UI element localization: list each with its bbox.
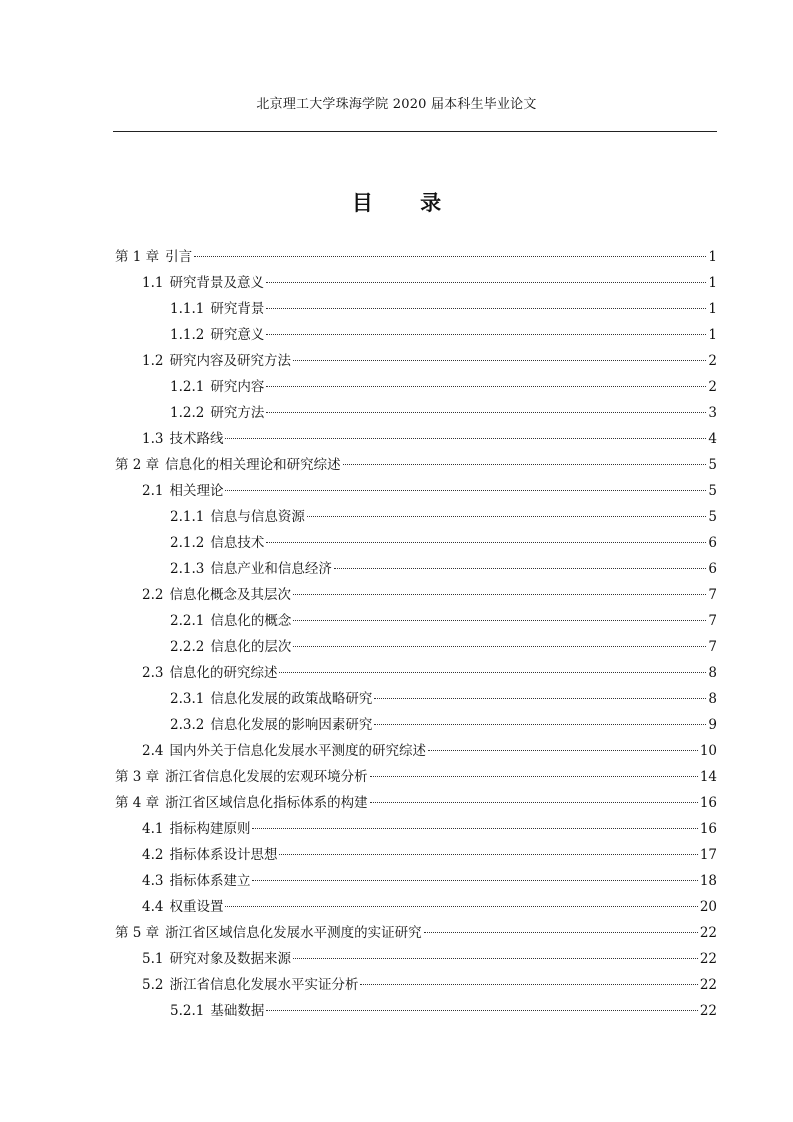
table-of-contents xyxy=(115,244,717,1024)
toc-dot-leader xyxy=(266,542,706,543)
toc-entry[interactable] xyxy=(115,842,717,868)
toc-entry-page: 5 xyxy=(708,483,717,499)
toc-entry-number: 2.2.1 xyxy=(170,613,205,629)
toc-entry[interactable] xyxy=(115,764,717,790)
toc-entry-title: 信息化的概念 xyxy=(210,613,292,629)
toc-entry-page: 1 xyxy=(708,249,717,265)
toc-entry-number: 4.3 xyxy=(142,873,164,889)
toc-entry-number: 第 2 章 xyxy=(115,457,160,473)
toc-dot-leader xyxy=(428,750,698,751)
toc-entry-number: 5.2 xyxy=(142,977,164,993)
toc-entry-number: 2.3.2 xyxy=(170,717,205,733)
toc-dot-leader xyxy=(293,646,706,647)
toc-entry[interactable] xyxy=(115,400,717,426)
toc-entry-title: 相关理论 xyxy=(169,483,224,499)
toc-dot-leader xyxy=(225,906,697,907)
toc-entry-title: 研究背景 xyxy=(210,301,265,317)
toc-entry-number: 第 3 章 xyxy=(115,769,160,785)
toc-entry[interactable] xyxy=(115,296,717,322)
toc-entry-page: 1 xyxy=(708,301,717,317)
toc-entry-number: 2.1 xyxy=(142,483,164,499)
toc-entry-page: 2 xyxy=(708,379,717,395)
toc-entry[interactable] xyxy=(115,634,717,660)
toc-dot-leader xyxy=(343,464,707,465)
toc-dot-leader xyxy=(374,724,706,725)
toc-entry-title: 浙江省信息化发展的宏观环境分析 xyxy=(165,769,368,785)
toc-dot-leader xyxy=(360,984,697,985)
toc-entry[interactable] xyxy=(115,660,717,686)
toc-dot-leader xyxy=(194,256,706,257)
toc-entry-number: 第 4 章 xyxy=(115,795,160,811)
toc-entry-page: 18 xyxy=(699,873,717,889)
toc-dot-leader xyxy=(293,958,698,959)
toc-entry-page: 6 xyxy=(708,561,717,577)
toc-entry[interactable] xyxy=(115,712,717,738)
toc-entry-number: 第 1 章 xyxy=(115,249,160,265)
toc-entry-title: 信息技术 xyxy=(210,535,265,551)
toc-entry-page: 2 xyxy=(708,353,717,369)
toc-entry-page: 4 xyxy=(708,431,717,447)
toc-dot-leader xyxy=(252,880,697,881)
toc-dot-leader xyxy=(374,698,706,699)
toc-entry-page: 7 xyxy=(708,639,717,655)
toc-entry-number: 1.2 xyxy=(142,353,164,369)
toc-entry-title: 研究内容及研究方法 xyxy=(169,353,291,369)
toc-entry-title: 信息化发展的影响因素研究 xyxy=(210,717,373,733)
toc-entry-number: 4.1 xyxy=(142,821,164,837)
toc-entry-number: 4.2 xyxy=(142,847,164,863)
toc-entry[interactable] xyxy=(115,322,717,348)
toc-dot-leader xyxy=(266,386,706,387)
toc-entry-title: 信息产业和信息经济 xyxy=(210,561,332,577)
toc-entry-page: 7 xyxy=(708,613,717,629)
toc-entry-number: 2.3 xyxy=(142,665,164,681)
toc-entry-page: 14 xyxy=(699,769,717,785)
toc-entry-title: 信息化发展的政策战略研究 xyxy=(210,691,373,707)
toc-entry-number: 2.2 xyxy=(142,587,164,603)
toc-entry-page: 22 xyxy=(699,977,717,993)
toc-entry-page: 16 xyxy=(699,821,717,837)
toc-dot-leader xyxy=(266,1010,697,1011)
toc-entry-page: 22 xyxy=(699,1003,717,1019)
toc-entry-number: 5.2.1 xyxy=(170,1003,205,1019)
toc-entry-title: 信息与信息资源 xyxy=(210,509,305,525)
toc-entry-title: 国内外关于信息化发展水平测度的研究综述 xyxy=(169,743,426,759)
toc-entry-number: 5.1 xyxy=(142,951,164,967)
toc-entry[interactable] xyxy=(115,530,717,556)
toc-dot-leader xyxy=(370,802,698,803)
toc-entry-title: 浙江省区域信息化指标体系的构建 xyxy=(165,795,368,811)
toc-dot-leader xyxy=(225,438,706,439)
toc-entry-title: 信息化概念及其层次 xyxy=(169,587,291,603)
toc-entry-title: 浙江省区域信息化发展水平测度的实证研究 xyxy=(165,925,422,941)
toc-entry[interactable] xyxy=(115,608,717,634)
toc-dot-leader xyxy=(307,516,707,517)
toc-entry[interactable] xyxy=(115,868,717,894)
toc-entry-title: 指标体系设计思想 xyxy=(169,847,278,863)
toc-dot-leader xyxy=(252,828,697,829)
toc-entry-page: 8 xyxy=(708,665,717,681)
toc-entry-number: 2.2.2 xyxy=(170,639,205,655)
toc-dot-leader xyxy=(266,334,706,335)
toc-title: 目 录 xyxy=(351,190,462,215)
toc-entry-page: 20 xyxy=(699,899,717,915)
toc-entry[interactable] xyxy=(115,738,717,764)
toc-entry-title: 研究内容 xyxy=(210,379,265,395)
toc-entry-number: 1.1.2 xyxy=(170,327,205,343)
toc-dot-leader xyxy=(334,568,707,569)
toc-entry[interactable] xyxy=(115,556,717,582)
toc-dot-leader xyxy=(266,308,706,309)
toc-entry[interactable] xyxy=(115,686,717,712)
toc-dot-leader xyxy=(293,360,706,361)
toc-dot-leader xyxy=(266,412,706,413)
toc-entry[interactable] xyxy=(115,816,717,842)
toc-dot-leader xyxy=(279,854,697,855)
toc-dot-leader xyxy=(424,932,698,933)
toc-entry-number: 2.1.1 xyxy=(170,509,205,525)
toc-entry-title: 浙江省信息化发展水平实证分析 xyxy=(169,977,359,993)
toc-dot-leader xyxy=(370,776,698,777)
toc-entry-number: 1.3 xyxy=(142,431,164,447)
toc-entry[interactable] xyxy=(115,270,717,296)
running-header: 北京理工大学珠海学院 2020 届本科生毕业论文 xyxy=(256,97,537,112)
toc-entry-page: 16 xyxy=(699,795,717,811)
toc-entry-number: 2.1.2 xyxy=(170,535,205,551)
toc-entry[interactable] xyxy=(115,348,717,374)
toc-entry-title: 信息化的层次 xyxy=(210,639,292,655)
toc-entry-page: 9 xyxy=(708,717,717,733)
header-divider xyxy=(113,131,717,132)
toc-entry-page: 1 xyxy=(708,275,717,291)
toc-entry-number: 2.3.1 xyxy=(170,691,205,707)
toc-entry[interactable] xyxy=(115,374,717,400)
toc-entry-number: 2.4 xyxy=(142,743,164,759)
toc-entry[interactable] xyxy=(115,972,717,998)
toc-entry-number: 1.1.1 xyxy=(170,301,205,317)
toc-entry-title: 基础数据 xyxy=(210,1003,265,1019)
toc-entry-title: 信息化的相关理论和研究综述 xyxy=(165,457,341,473)
toc-entry-title: 指标构建原则 xyxy=(169,821,251,837)
toc-entry-number: 4.4 xyxy=(142,899,164,915)
toc-entry-number: 1.2.2 xyxy=(170,405,205,421)
toc-entry-page: 22 xyxy=(699,925,717,941)
toc-dot-leader xyxy=(279,672,706,673)
toc-entry-page: 3 xyxy=(708,405,717,421)
toc-entry-page: 10 xyxy=(699,743,717,759)
toc-entry[interactable] xyxy=(115,920,717,946)
toc-entry[interactable] xyxy=(115,504,717,530)
toc-entry[interactable] xyxy=(115,244,717,270)
toc-entry[interactable] xyxy=(115,452,717,478)
toc-entry-title: 研究方法 xyxy=(210,405,265,421)
toc-entry[interactable] xyxy=(115,790,717,816)
toc-entry-page: 5 xyxy=(708,509,717,525)
toc-entry-title: 指标体系建立 xyxy=(169,873,251,889)
toc-entry-title: 信息化的研究综述 xyxy=(169,665,278,681)
toc-entry-page: 17 xyxy=(699,847,717,863)
toc-entry-title: 研究对象及数据来源 xyxy=(169,951,291,967)
toc-entry-page: 22 xyxy=(699,951,717,967)
toc-entry[interactable] xyxy=(115,998,717,1024)
toc-entry[interactable] xyxy=(115,946,717,972)
toc-entry-title: 引言 xyxy=(165,249,193,265)
toc-entry-number: 1.2.1 xyxy=(170,379,205,395)
toc-entry-page: 6 xyxy=(708,535,717,551)
toc-entry-number: 2.1.3 xyxy=(170,561,205,577)
toc-entry[interactable] xyxy=(115,582,717,608)
toc-entry-title: 技术路线 xyxy=(169,431,224,447)
toc-dot-leader xyxy=(225,490,706,491)
toc-entry-title: 研究背景及意义 xyxy=(169,275,264,291)
toc-dot-leader xyxy=(293,620,706,621)
toc-entry-page: 8 xyxy=(708,691,717,707)
toc-entry-page: 5 xyxy=(708,457,717,473)
toc-entry-number: 第 5 章 xyxy=(115,925,160,941)
toc-entry-page: 1 xyxy=(708,327,717,343)
toc-entry-title: 权重设置 xyxy=(169,899,224,915)
toc-dot-leader xyxy=(293,594,706,595)
toc-entry-title: 研究意义 xyxy=(210,327,265,343)
toc-entry-page: 7 xyxy=(708,587,717,603)
toc-entry[interactable] xyxy=(115,478,717,504)
toc-dot-leader xyxy=(266,282,706,283)
toc-entry[interactable] xyxy=(115,894,717,920)
toc-entry[interactable] xyxy=(115,426,717,452)
toc-entry-number: 1.1 xyxy=(142,275,164,291)
